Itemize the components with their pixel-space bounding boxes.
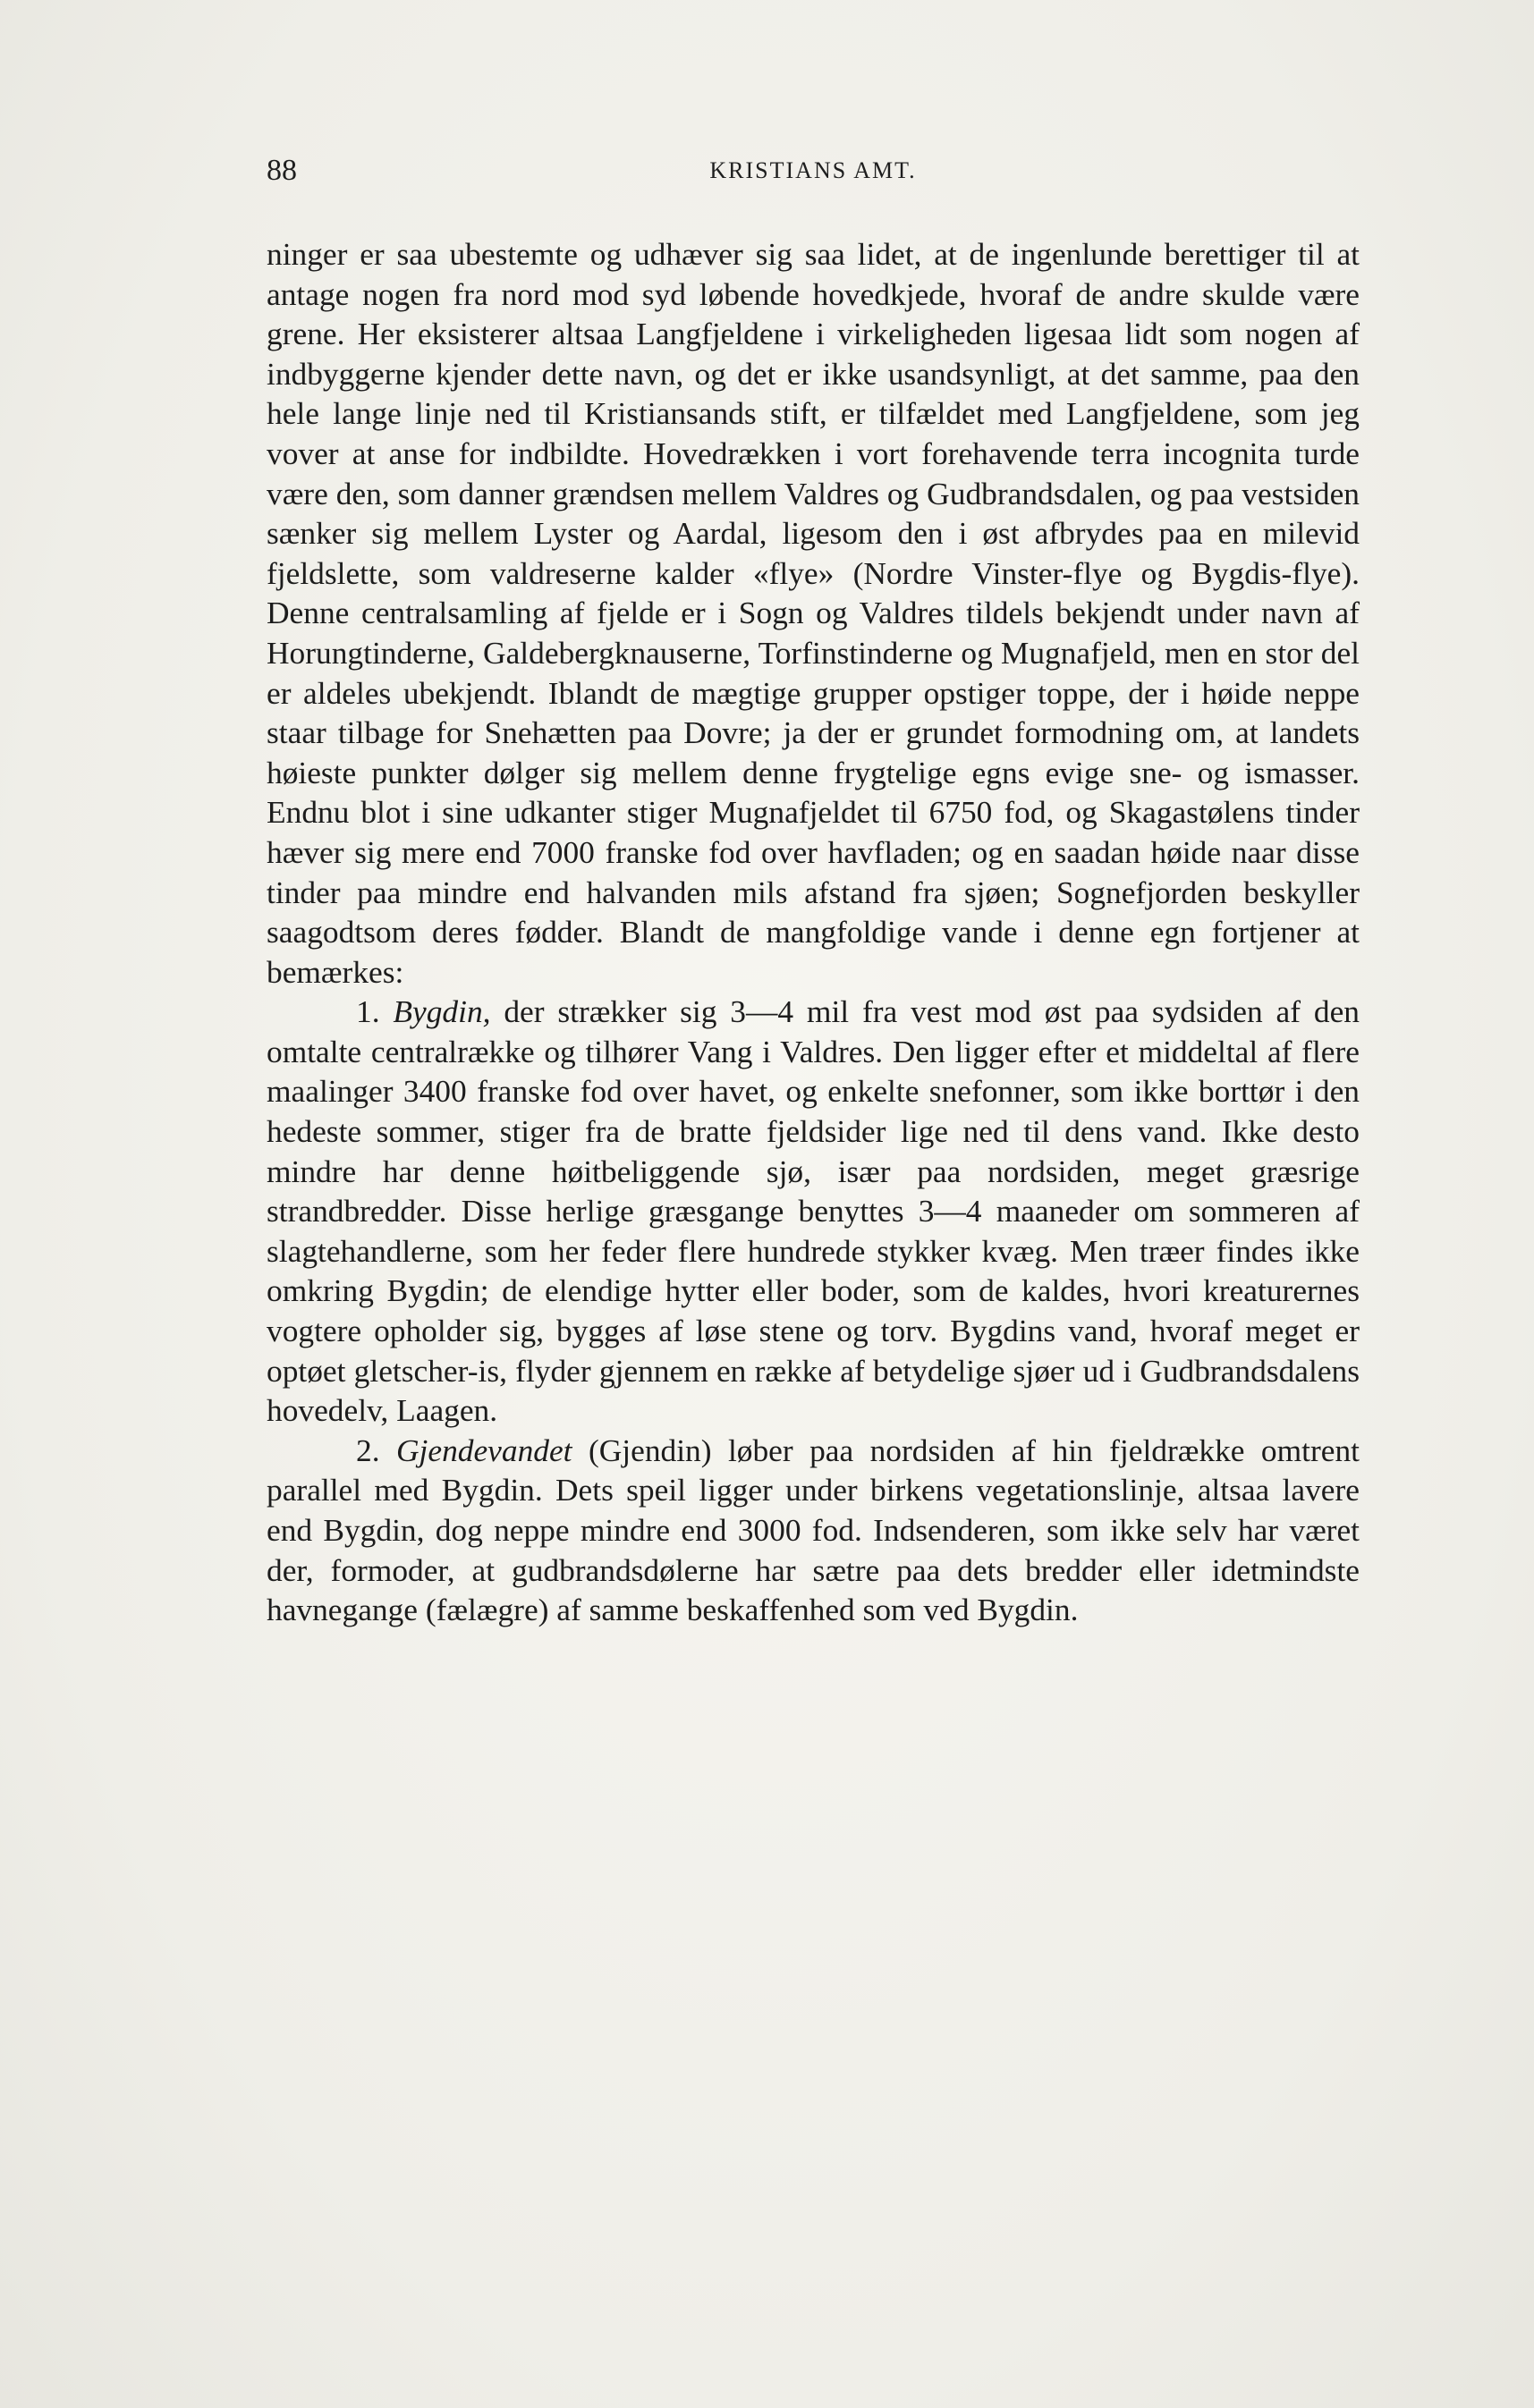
list-item-gjendevandet (267, 1431, 1360, 1630)
item-number: 1. (356, 993, 380, 1030)
item-title: Bygdin, (393, 993, 491, 1030)
running-head: KRISTIANS AMT. (709, 157, 917, 183)
page-header (267, 154, 1360, 197)
paragraph-intro: ninger er saa ubestemte og udhæver sig saa lidet, at de ingenlunde berettiger til at antage nogen fra nord mod syd løbende hovedkjede, hvoraf de andre skulde være grene. Her eksisterer altsaa Langfjeldene i virkeligheden ligesaa lidt som nogen af indbyggerne kjender dette navn, og det er ikke usandsynligt, at det samme, paa den hele lange linje ned til Kristiansands stift, er tilfældet med Langfjeldene, som jeg vover at anse for indbildte. Hovedrækken i vort forehavende terra incognita turde være den, som danner grændsen mellem Valdres og Gudbrandsdalen, og paa vestsiden sænker sig mellem Lyster og Aardal, ligesom den i øst afbrydes paa en milevid fjeldslette, som valdreserne kalder «flye» (Nordre Vinster-flye og Bygdis-flye). Denne centralsamling af fjelde er i Sogn og Valdres tildels bekjendt under navn af Horungtinderne, Galdebergknauserne, Torfinstinderne og Mugnafjeld, men en stor del er aldeles ubekjendt. Iblandt de mægtige grupper opstiger toppe, der i høide neppe staar tilbage for Snehætten paa Dovre; ja der er grundet formodning om, at landets høieste punkter dølger sig mellem denne frygtelige egns evige sne- og ismasser. Endnu blot i sine udkanter stiger Mugnafjeldet til 6750 fod, og Skagastølens tinder hæver sig mere end 7000 franske fod over havfladen; og en saadan høide naar disse tinder paa mindre end halvanden mils afstand fra sjøen; Sognefjorden beskyller saagodtsom deres fødder. Blandt de mangfoldige vande i denne egn fortjener at bemærkes: (267, 236, 1360, 990)
body-text (267, 234, 1360, 1630)
item-title: Gjendevandet (395, 1432, 572, 1468)
item-text: der strækker sig 3—4 mil fra vest mod øst paa sydsiden af den omtalte centralrække og tilhører Vang i Valdres. Den ligger efter et middeltal af flere maalinger 3400 franske fod over havet, og enkelte snefonner, som ikke borttør i den hedeste sommer, stiger fra de bratte fjeldsider lige ned til dens vand. Ikke desto mindre har denne høitbeliggende sjø, især paa nordsiden, meget græsrige strandbredder. Disse herlige græsgange benyttes 3—4 maaneder om sommeren af slagtehandlerne, som her feder flere hundrede stykker kvæg. Men træer findes ikke omkring Bygdin; de elendige hytter eller boder, som de kaldes, hvori kreaturernes vogtere opholder sig, bygges af løse stene og torv. Bygdins vand, hvoraf meget er optøet gletscher-is, flyder gjennem en række af betydelige sjøer ud i Gudbrandsdalens hovedelv, Laagen. (267, 993, 1360, 1429)
page-number: 88 (267, 154, 297, 187)
item-text: (Gjendin) løber paa nordsiden af hin fjeldrække omtrent parallel med Bygdin. Dets speil ligger under birkens vegetationslinje, altsaa lavere end Bygdin, dog neppe mindre end 3000 fod. Indsenderen, som ikke selv har været der, formoder, at gudbrandsdølerne har sætre paa dets bredder eller idetmindste havnegange (fælægre) af samme beskaffenhed som ved Bygdin. (267, 1432, 1360, 1628)
list-item-bygdin (267, 992, 1360, 1431)
item-number: 2. (356, 1432, 380, 1468)
